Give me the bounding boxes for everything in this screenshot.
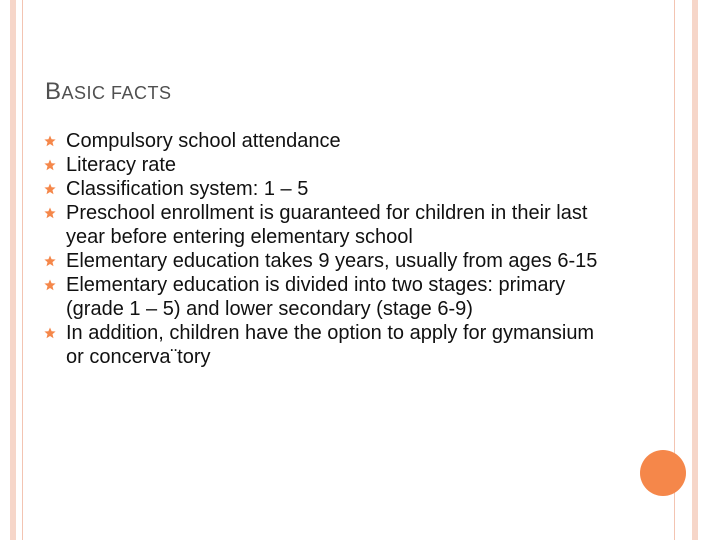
bullet-item xyxy=(44,273,604,321)
bullet-item xyxy=(44,177,604,201)
slide-title-first-letter: B xyxy=(45,78,62,105)
slide-title xyxy=(45,78,172,106)
bullet-text: Literacy rate xyxy=(66,154,177,176)
decorative-circle xyxy=(640,450,686,496)
bullet-item xyxy=(44,249,604,273)
bullet-item xyxy=(44,129,604,153)
bullet-item xyxy=(44,201,604,249)
bullet-text: Classification system: 1 – 5 xyxy=(66,178,309,200)
bullet-text: Elementary education is divided into two stages: primary (grade 1 – 5) and lower secondary (stage 6-9) xyxy=(66,274,566,320)
star-bullet-icon xyxy=(44,207,56,219)
bullet-item xyxy=(44,321,604,369)
star-bullet-icon xyxy=(44,279,56,291)
star-bullet-icon xyxy=(44,135,56,147)
slide-title-rest: ASIC FACTS xyxy=(61,83,172,103)
star-bullet-icon xyxy=(44,183,56,195)
bullet-text: In addition, children have the option to apply for gymansium or concerva¨tory xyxy=(66,322,595,368)
star-bullet-icon xyxy=(44,327,56,339)
star-bullet-icon xyxy=(44,255,56,267)
bullet-text: Preschool enrollment is guaranteed for children in their last year before entering elementary school xyxy=(66,202,588,248)
bullet-item xyxy=(44,153,604,177)
bullet-text: Compulsory school attendance xyxy=(66,130,341,152)
bullet-list xyxy=(44,129,604,369)
star-bullet-icon xyxy=(44,159,56,171)
bullet-text: Elementary education takes 9 years, usually from ages 6-15 xyxy=(66,250,598,272)
